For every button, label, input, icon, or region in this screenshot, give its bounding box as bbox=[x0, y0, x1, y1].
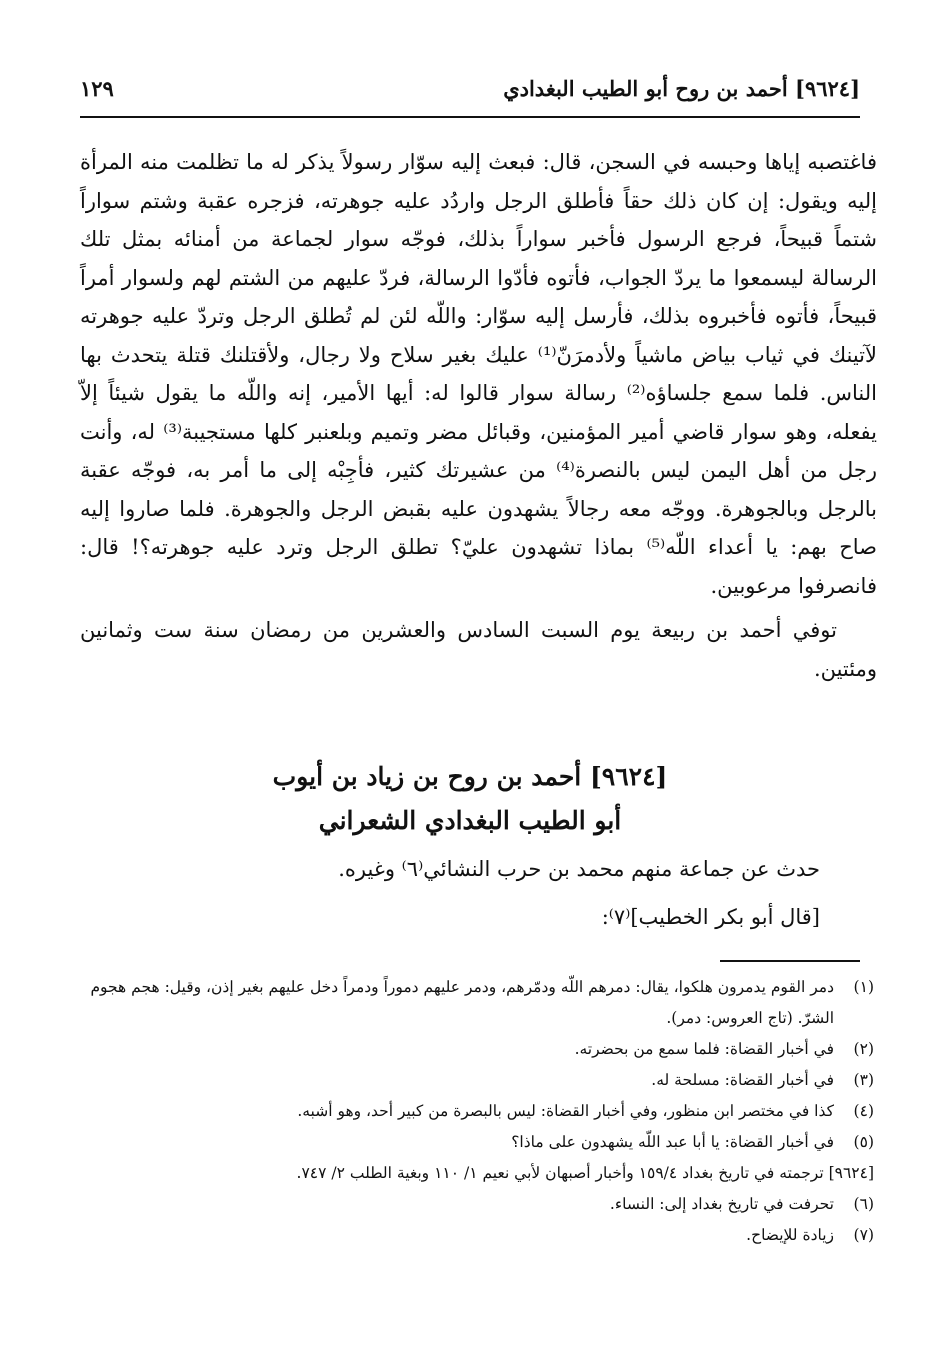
biography-heading-name: [٩٦٢٤] أحمد بن روح بن زياد بن أيوب bbox=[272, 762, 668, 791]
footnote-number: (٦) bbox=[853, 1195, 874, 1213]
biography-reference-note bbox=[80, 1158, 874, 1189]
footnote-2 bbox=[80, 1034, 874, 1065]
footnote-rule bbox=[720, 960, 860, 962]
footnote-5 bbox=[80, 1127, 874, 1158]
footnote-text: في أخبار القضاة: مسلحة له. bbox=[651, 1071, 834, 1089]
footnote-text: في أخبار القضاة: فلما سمع من بحضرته. bbox=[574, 1040, 834, 1058]
footnote-text: تحرفت في تاريخ بغداد إلى: النساء. bbox=[609, 1195, 834, 1213]
biography-body bbox=[80, 845, 820, 941]
biography-heading-kunya: أبو الطيب البغدادي الشعراني bbox=[318, 806, 622, 835]
footnote-number: (٥) bbox=[853, 1133, 874, 1151]
footnote-4 bbox=[80, 1096, 874, 1127]
main-paragraph-1: فاغتصبه إياها وحبسه في السجن، قال: فبعث إليه سوّار رسولاً يذكر له ما تظلمت منه المرأة إليه ويقول: إن كان ذلك حقاً فأطلق الرجل واردُد عليه جوهرته، فزجره عقبة وشتم سواراً شتماً قبيحاً، فرجع الرسول فأخبر سواراً بذلك، فوجّه سوار لجماعة من أمنائه بمثل تلك الرسالة ليسمعوا ما يردّ الجواب، فأتوه فأدّوا الرسالة، فردّ عليهم من الشتم لهم ولسوار أمراً قبيحاً، فأتوه فأخبروه بذلك، فأرسل إليه سوّار: واللّه لئن لم تُطلق الرجل وتردّ عليه جوهرته لآتينك في ثياب بياض ماشياً ولأدمرَنّ⁽¹⁾ عليك بغير سلاح ولا رجال، ولأقتلنك قتلة يتحدث بها الناس. فلما سمع جلساؤه⁽²⁾ رسالة سوار قالوا له: أيها الأمير، إنه واللّه ما يقول شيئاً إلاّ يفعله، وهو سوار قاضي أمير المؤمنين، وقبائل مضر وتميم وبلعنبر كلها مستجيبة⁽³⁾ له، وأنت رجل من أهل اليمن ليس بالنصرة⁽⁴⁾ من عشيرتك كثير، فأجِبْه إلى ما أمر به، فوجّه عقبة بالرجل وبالجوهرة. ووجّه معه رجالاً يشهدون عليه بقبض الرجل والجوهرة. فلما صاروا إليه صاح بهم: يا أعداء اللّه⁽⁵⁾ بماذا تشهدون عليّ؟ تطلق الرجل وترد عليه جوهرته؟! قال: فانصرفوا مرعوبين. bbox=[80, 150, 878, 598]
footnote-text: [٩٦٢٤] ترجمته في تاريخ بغداد ١٥٩/٤ وأخبار أصبهان لأبي نعيم ١/ ١١٠ وبغية الطلب ٢/ ٧٤٧. bbox=[296, 1164, 874, 1182]
footnote-7 bbox=[80, 1220, 874, 1251]
footnote-number: (٧) bbox=[853, 1226, 874, 1244]
main-paragraph-2: توفي أحمد بن ربيعة يوم السبت السادس والعشرين من رمضان سنة ست وثمانين ومئتين. bbox=[80, 618, 877, 681]
footnote-3 bbox=[80, 1065, 874, 1096]
footnote-number: (٣) bbox=[853, 1071, 874, 1089]
biography-heading bbox=[80, 755, 860, 843]
footnote-text: دمر القوم يدمرون هلكوا، يقال: دمرهم اللّه ودمّرهم، ودمر عليهم دموراً ودمراً دخل عليهم بغير إذن، وقيل: هجم هجوم الشرّ. (تاج العروس: دمر). bbox=[90, 978, 834, 1027]
page-header bbox=[80, 70, 860, 114]
biography-text-1: حدث عن جماعة منهم محمد بن حرب النشائي⁽٦⁾ وغيره. bbox=[338, 857, 820, 881]
footnote-number: (٤) bbox=[853, 1102, 874, 1120]
footnote-text: كذا في مختصر ابن منظور، وفي أخبار القضاة: ليس بالبصرة من كبير أحد، وهو أشبه. bbox=[297, 1102, 834, 1120]
footnote-text: في أخبار القضاة: يا أبا عبد اللّه يشهدون على ماذا؟ bbox=[511, 1133, 834, 1151]
biography-text-2: [قال أبو بكر الخطيب]⁽٧⁾: bbox=[601, 905, 820, 929]
footnote-1 bbox=[80, 972, 874, 1034]
running-title: [٩٦٢٤] أحمد بن روح أبو الطيب البغدادي bbox=[503, 76, 860, 101]
footnotes bbox=[80, 972, 874, 1251]
main-text bbox=[80, 143, 877, 688]
header-rule bbox=[80, 116, 860, 118]
footnote-6 bbox=[80, 1189, 874, 1220]
page-number: ١٢٩ bbox=[80, 76, 114, 101]
footnote-text: زيادة للإيضاح. bbox=[746, 1226, 834, 1244]
footnote-number: (٢) bbox=[853, 1040, 874, 1058]
footnote-number: (١) bbox=[853, 978, 874, 996]
